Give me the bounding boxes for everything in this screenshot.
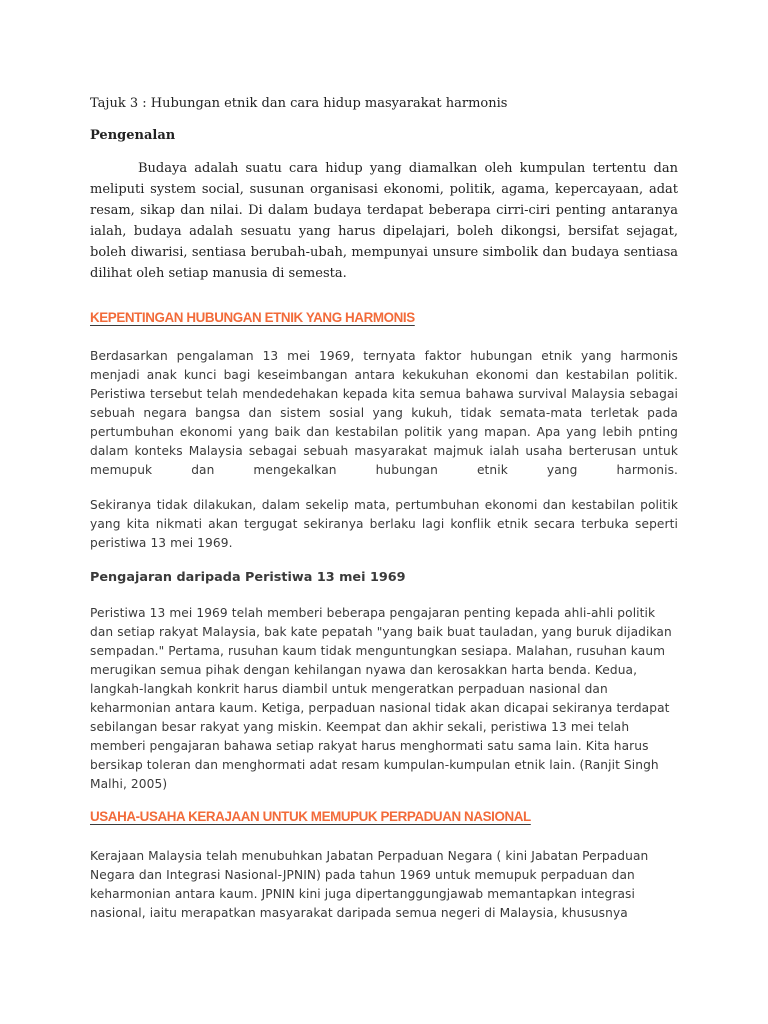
section-heading-kepentingan: KEPENTINGAN HUBUNGAN ETNIK YANG HARMONIS: [90, 310, 415, 325]
section-heading-usaha: USAHA-USAHA KERAJAAN UNTUK MEMUPUK PERPADUAN NASIONAL: [90, 809, 531, 824]
document-title-line: Tajuk 3 : Hubungan etnik dan cara hidup masyarakat harmonis: [90, 96, 508, 111]
section2-paragraph-1: Kerajaan Malaysia telah menubuhkan Jabatan Perpaduan Negara ( kini Jabatan Perpaduan Negara dan Integrasi Nasional-JPNIN) pada tahun 1969 untuk memupuk perpaduan dan keharmonian antara kaum. JPNIN kini juga dipertanggungjawab memantapkan integrasi nasional, iaitu merapatkan masyarakat daripada semua negeri di Malaysia, khususnya: [90, 849, 649, 920]
subheading-pengajaran: Pengajaran daripada Peristiwa 13 mei 1969: [90, 570, 406, 585]
section1-paragraph-2: Sekiranya tidak dilakukan, dalam sekelip mata, pertumbuhan ekonomi dan kestabilan politik yang kita nikmati akan tergugat sekiranya berlaku lagi konflik etnik secara terbuka seperti peristiwa 13 mei 1969.: [90, 498, 678, 550]
section1-paragraph-1: Berdasarkan pengalaman 13 mei 1969, ternyata faktor hubungan etnik yang harmonis menjadi anak kunci bagi keseimbangan antara kekukuhan ekonomi dan kestabilan politik. Peristiwa tersebut telah mendedehakan kepada kita semua bahawa survival Malaysia sebagai sebuah negara bangsa dan sistem sosial yang kukuh, tidak semata-mata terletak pada pertumbuhan ekonomi yang baik dan kestabilan politik yang mapan. Apa yang lebih pnting dalam konteks Malaysia sebagai sebuah masyarakat majmuk ialah usaha berterusan untuk memupuk dan mengekalkan hubungan etnik yang harmonis.: [90, 349, 678, 477]
section1-paragraph-3: Peristiwa 13 mei 1969 telah memberi beberapa pengajaran penting kepada ahli-ahli politik dan setiap rakyat Malaysia, bak kate pepatah "yang baik buat tauladan, yang buruk dijadikan sempadan." Pertama, rusuhan kaum tidak menguntungkan sesiapa. Malahan, rusuhan kaum merugikan semua pihak dengan kehilangan nyawa dan kerosakkan harta benda. Kedua, langkah-langkah konkrit harus diambil untuk mengeratkan perpaduan nasional dan keharmonian antara kaum. Ketiga, perpaduan nasional tidak akan dicapai sekiranya terdapat sebilangan besar rakyat yang miskin. Keempat dan akhir sekali, peristiwa 13 mei telah memberi pengajaran bahawa setiap rakyat harus menghormati satu sama lain. Kita harus bersikap toleran dan menghormati adat resam kumpulan-kumpulan etnik lain. (Ranjit Singh Malhi, 2005): [90, 606, 672, 791]
intro-paragraph: Budaya adalah suatu cara hidup yang diamalkan oleh kumpulan tertentu dan meliputi system social, susunan organisasi ekonomi, politik, agama, kepercayaan, adat resam, sikap dan nilai. Di dalam budaya terdapat beberapa cirri-ciri penting antaranya ialah, budaya adalah sesuatu yang harus dipelajari, boleh dikongsi, bersifat sejagat, boleh diwarisi, sentiasa berubah-ubah, mempunyai unsure simbolik dan budaya sentiasa dilihat oleh setiap manusia di semesta.: [90, 161, 678, 281]
intro-heading: Pengenalan: [90, 128, 176, 143]
